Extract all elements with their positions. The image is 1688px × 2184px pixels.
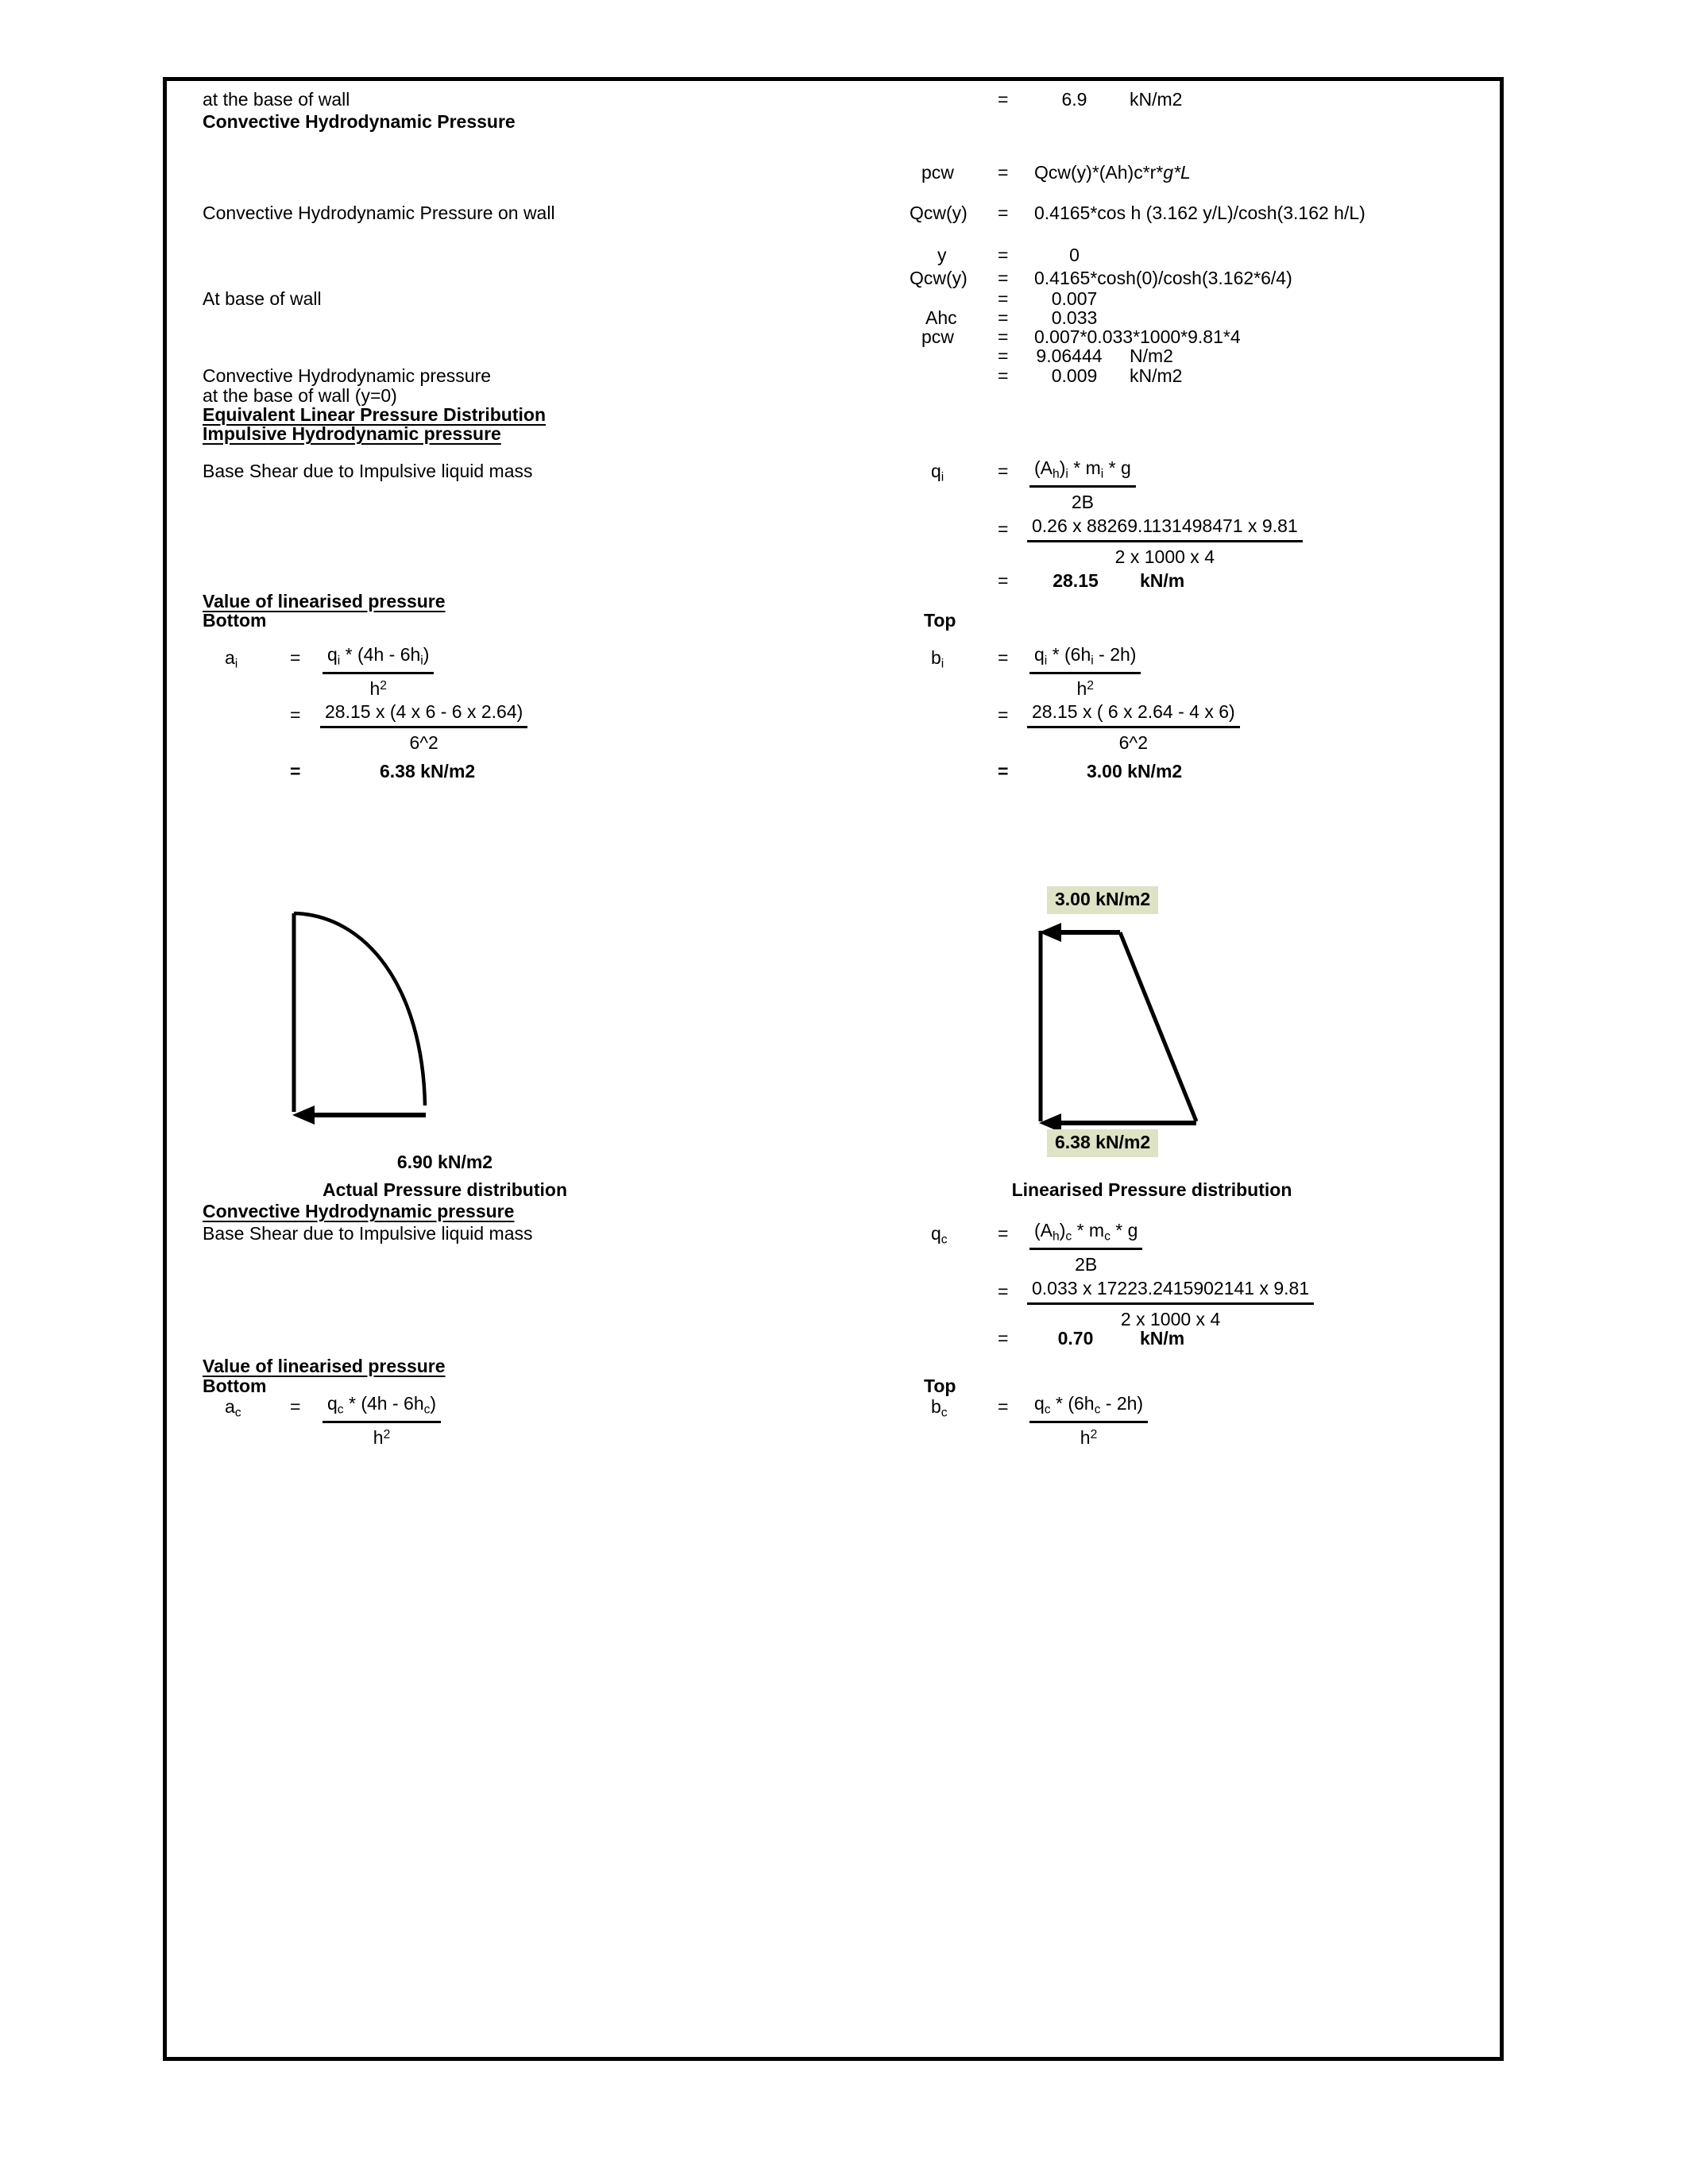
- pcw3-value: 9.06444: [1036, 345, 1103, 366]
- actual-pressure-diagram: [278, 907, 564, 1145]
- qc-symbol-subscript: c: [941, 1233, 948, 1247]
- y-symbol: y: [937, 245, 947, 265]
- linearised-bottom-value-label: 6.38 kN/m2: [1047, 1129, 1158, 1157]
- ai-fraction-numeric: [320, 703, 527, 752]
- convective-hydrodynamic-pressure-heading-2: Convective Hydrodynamic pressure: [203, 1201, 515, 1221]
- bottom-label-2: Bottom: [203, 1376, 267, 1396]
- sheet-border: [163, 77, 1504, 2061]
- bi-equals-2: =: [998, 704, 1009, 725]
- ai-result: 6.38 kN/m2: [380, 761, 476, 781]
- linearised-pressure-diagram: [1025, 923, 1311, 1153]
- bc-fraction: [1029, 1395, 1148, 1447]
- top-label-2: Top: [924, 1376, 956, 1396]
- actual-pressure-caption: Actual Pressure distribution: [322, 1179, 567, 1200]
- linearised-pressure-caption: Linearised Pressure distribution: [1011, 1179, 1292, 1200]
- qc-numerator: $(A_h)_c * m_c$ * g: [1029, 1221, 1142, 1250]
- qc-equals: =: [998, 1223, 1009, 1244]
- qc-fraction: [1029, 1221, 1142, 1274]
- ai-denominator-numeric: 6^2: [409, 732, 438, 753]
- pcw3-unit: N/m2: [1130, 345, 1173, 366]
- bi-denominator: $h^2$: [1076, 678, 1094, 700]
- qi-denominator: 2B: [1071, 492, 1094, 513]
- qc-result-unit: kN/m: [1140, 1328, 1185, 1349]
- bi-fraction-numeric: [1027, 703, 1240, 752]
- pcw2-symbol: pcw: [921, 326, 954, 347]
- ac-symbol: $a_c$: [225, 1396, 241, 1420]
- qi-equals: =: [998, 461, 1009, 481]
- qi-fraction: [1029, 459, 1136, 511]
- ac-numerator: $q_c * (4h - 6h_c)$: [323, 1395, 441, 1423]
- y-value: 0: [1069, 245, 1080, 265]
- bc-numerator: $q_c * (6h_c - 2h)$: [1029, 1395, 1148, 1423]
- qi-numerator: $(A_h)_i * m_i$ * g: [1029, 459, 1136, 488]
- base-of-wall-value: 6.9: [1061, 89, 1087, 110]
- pcw-formula: [1034, 164, 1191, 182]
- qc-result: 0.70: [1057, 1328, 1094, 1349]
- bi-denominator-numeric: 6^2: [1118, 732, 1149, 753]
- pcw2-formula: 0.007*0.033*1000*9.81*4: [1034, 326, 1241, 347]
- y-equals: =: [998, 245, 1009, 265]
- qc-numerator-numeric: 0.033 x 17223.2415902141 x 9.81: [1027, 1279, 1314, 1305]
- bi-fraction: [1029, 646, 1141, 698]
- qi-result: 28.15: [1053, 570, 1099, 591]
- at-base-value: 0.007: [1051, 288, 1098, 309]
- qcw-symbol: Qcw(y): [910, 203, 968, 223]
- convective-hydrodynamic-pressure-heading: Convective Hydrodynamic Pressure: [203, 111, 516, 132]
- pcw2-equals: =: [998, 326, 1009, 347]
- bi-result: 3.00 kN/m2: [1087, 761, 1183, 781]
- bi-symbol: $b_i$: [931, 647, 944, 671]
- base-shear-impulsive-label: Base Shear due to Impulsive liquid mass: [203, 461, 533, 481]
- linearised-top-value-label: 3.00 kN/m2: [1047, 886, 1158, 914]
- qc-equals-3: =: [998, 1328, 1009, 1349]
- qi-equals-3: =: [998, 570, 1009, 591]
- ai-equals-2: =: [290, 704, 301, 725]
- qi-numerator-numeric: 0.26 x 88269.1131498471 x 9.81: [1027, 517, 1303, 542]
- pcw-formula-plain: Qcw(y)*(Ah)c*r*: [1034, 162, 1164, 183]
- qi-symbol-base: q: [931, 461, 941, 481]
- bottom-label-1: Bottom: [203, 610, 267, 631]
- bi-equals-3: =: [998, 761, 1009, 781]
- qc-symbol-base: q: [931, 1223, 941, 1244]
- qcw-equals: =: [998, 203, 1009, 223]
- qi-equals-2: =: [998, 519, 1009, 539]
- qc-denominator: 2B: [1075, 1254, 1098, 1275]
- impulsive-hydrodynamic-pressure-heading: Impulsive Hydrodynamic pressure: [203, 423, 501, 444]
- base-of-wall-label: at the base of wall: [203, 89, 350, 110]
- ac-equals: =: [290, 1396, 301, 1417]
- ahc-value: 0.033: [1051, 307, 1098, 328]
- ai-numerator-numeric: 28.15 x (4 x 6 - 6 x 2.64): [320, 703, 527, 728]
- bc-denominator: $h^2$: [1080, 1427, 1098, 1449]
- qi-symbol: [931, 462, 944, 484]
- ac-fraction: [323, 1395, 441, 1447]
- qi-result-unit: kN/m: [1140, 570, 1185, 591]
- pcw-formula-italic: g*L: [1163, 162, 1191, 183]
- equivalent-linear-pressure-heading: Equivalent Linear Pressure Distribution: [203, 404, 546, 425]
- qcw-formula: 0.4165*cos h (3.162 y/L)/cosh(3.162 h/L): [1034, 203, 1365, 223]
- qi-fraction-numeric: [1027, 517, 1303, 566]
- qi-denominator-numeric: 2 x 1000 x 4: [1114, 546, 1215, 567]
- ahc-symbol: Ahc: [925, 307, 957, 328]
- bi-numerator-numeric: 28.15 x ( 6 x 2.64 - 4 x 6): [1027, 703, 1240, 728]
- bi-equals: =: [998, 647, 1009, 668]
- qc-equals-2: =: [998, 1281, 1009, 1302]
- convective-pressure-equals: =: [998, 365, 1009, 386]
- ai-symbol: $a_i$: [225, 647, 238, 671]
- top-label-1: Top: [924, 610, 956, 631]
- pcw-equals: =: [998, 162, 1009, 183]
- ai-equals: =: [290, 647, 301, 668]
- qi-symbol-subscript: i: [941, 470, 944, 484]
- actual-pressure-value-label: 6.90 kN/m2: [396, 1152, 493, 1172]
- at-base-of-wall-label: At base of wall: [203, 288, 322, 309]
- convective-pressure-value: 0.009: [1051, 365, 1098, 386]
- ai-fraction: [323, 646, 434, 698]
- ai-denominator: $h^2$: [369, 678, 387, 700]
- convective-pressure-unit: kN/m2: [1130, 365, 1183, 386]
- base-of-wall-unit: kN/m2: [1130, 89, 1183, 110]
- bc-symbol: $b_c$: [931, 1396, 948, 1420]
- pcw-symbol: pcw: [921, 162, 954, 183]
- ahc-equals: =: [998, 307, 1009, 328]
- ac-denominator: $h^2$: [373, 1427, 391, 1449]
- qcw2-symbol: Qcw(y): [910, 268, 968, 288]
- ai-numerator: $q_i * (4h - 6h_i)$: [323, 646, 434, 674]
- bi-numerator: $q_i * (6h_i - 2h)$: [1029, 646, 1141, 674]
- qc-denominator-numeric: 2 x 1000 x 4: [1120, 1309, 1221, 1329]
- bc-equals: =: [998, 1396, 1009, 1417]
- base-shear-convective-label: Base Shear due to Impulsive liquid mass: [203, 1223, 533, 1244]
- value-of-linearised-pressure-heading-1: Value of linearised pressure: [203, 591, 446, 612]
- qcw-on-wall-label: Convective Hydrodynamic Pressure on wall: [203, 203, 555, 223]
- qcw2-formula: 0.4165*cosh(0)/cosh(3.162*6/4): [1034, 268, 1292, 288]
- value-of-linearised-pressure-heading-2: Value of linearised pressure: [203, 1356, 446, 1376]
- convective-pressure-label-line1: Convective Hydrodynamic pressure: [203, 365, 492, 386]
- convective-pressure-label-line2: at the base of wall (y=0): [203, 385, 397, 406]
- qc-symbol: [931, 1225, 948, 1246]
- ai-equals-3: =: [290, 761, 301, 781]
- qc-fraction-numeric: [1027, 1279, 1314, 1329]
- base-of-wall-equals: =: [998, 89, 1009, 110]
- pcw3-equals: =: [998, 345, 1009, 366]
- at-base-equals: =: [998, 288, 1009, 309]
- qcw2-equals: =: [998, 268, 1009, 288]
